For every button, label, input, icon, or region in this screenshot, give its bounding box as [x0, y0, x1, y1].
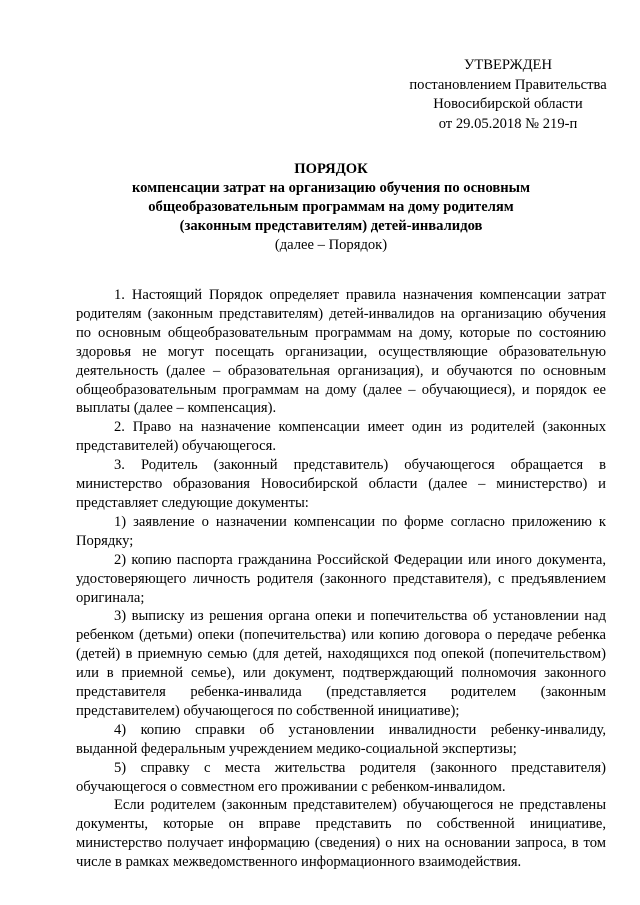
document-title: [60, 160, 602, 255]
paragraph-1: 1. Настоящий Порядок определяет правила назначения компенсации затрат родителям (законным представителям) детей-инвалидов на организацию обучения по основным общеобразовательным программам на дому, которые по состоянию здоровья не могут посещать организации, осуществляющие образовательную деятельность (далее – образовательная организация), и обучаются по основным общеобразовательным программам на дому (далее – обучающиеся), и порядок ее выплаты (далее – компенсация).: [76, 287, 606, 417]
list-item-3: 3) выписку из решения органа опеки и попечительства об установлении над ребенком (детьми) опеки (попечительства) или копию договора о передаче ребенка (детей) в приемную семью (для детей, находящихся под опекой (попечительством) или в приемной семье), или документ, подтверждающий полномочия законного представителя ребенка-инвалида (представляется родителем (законным представителем) обучающегося по собственной инициативе);: [76, 608, 606, 719]
approval-region: Новосибирской области: [433, 96, 583, 112]
document-body: [76, 286, 606, 872]
list-item-1: 1) заявление о назначении компенсации по форме согласно приложению к Порядку;: [76, 513, 606, 549]
approval-decree: постановлением Правительства: [409, 76, 607, 93]
title-note: (далее – Порядок): [274, 237, 388, 253]
paragraph-3: 3. Родитель (законный представитель) обучающегося обращается в министерство образования Новосибирской области (далее – министерство) и представляет следующие документы:: [76, 457, 606, 511]
paragraph-4: Если родителем (законным представителем) обучающегося не представлены документы, которые он вправе представить по собственной инициативе, министерство получает информацию (сведения) о них на основании запроса, в том числе в рамках межведомственного информационного взаимодействия.: [76, 797, 606, 871]
approval-heading: УТВЕРЖДЕН: [464, 57, 552, 73]
list-item-4: 4) копию справки об установлении инвалидности ребенку-инвалиду, выданной федеральным учреждением медико-социальной экспертизы;: [76, 721, 606, 757]
title-line-1: компенсации затрат на организацию обучения по основным: [131, 180, 531, 196]
paragraph-2: 2. Право на назначение компенсации имеет один из родителей (законных представителей) обучающегося.: [76, 419, 606, 455]
title-line-2: общеобразовательным программам на дому родителям: [148, 199, 514, 215]
title-line-3: (законным представителям) детей-инвалидов: [179, 218, 483, 234]
approval-date-number: от 29.05.2018 № 219-п: [438, 115, 578, 132]
title-main: ПОРЯДОК: [294, 161, 368, 177]
approval-stamp: [388, 56, 628, 134]
list-item-2: 2) копию паспорта гражданина Российской Федерации или иного документа, удостоверяющего личность родителя (законного представителя), с предъявлением оригинала;: [76, 551, 606, 606]
list-item-5: 5) справку с места жительства родителя (законного представителя) обучающегося о совместном его проживании с ребенком-инвалидом.: [76, 759, 606, 795]
